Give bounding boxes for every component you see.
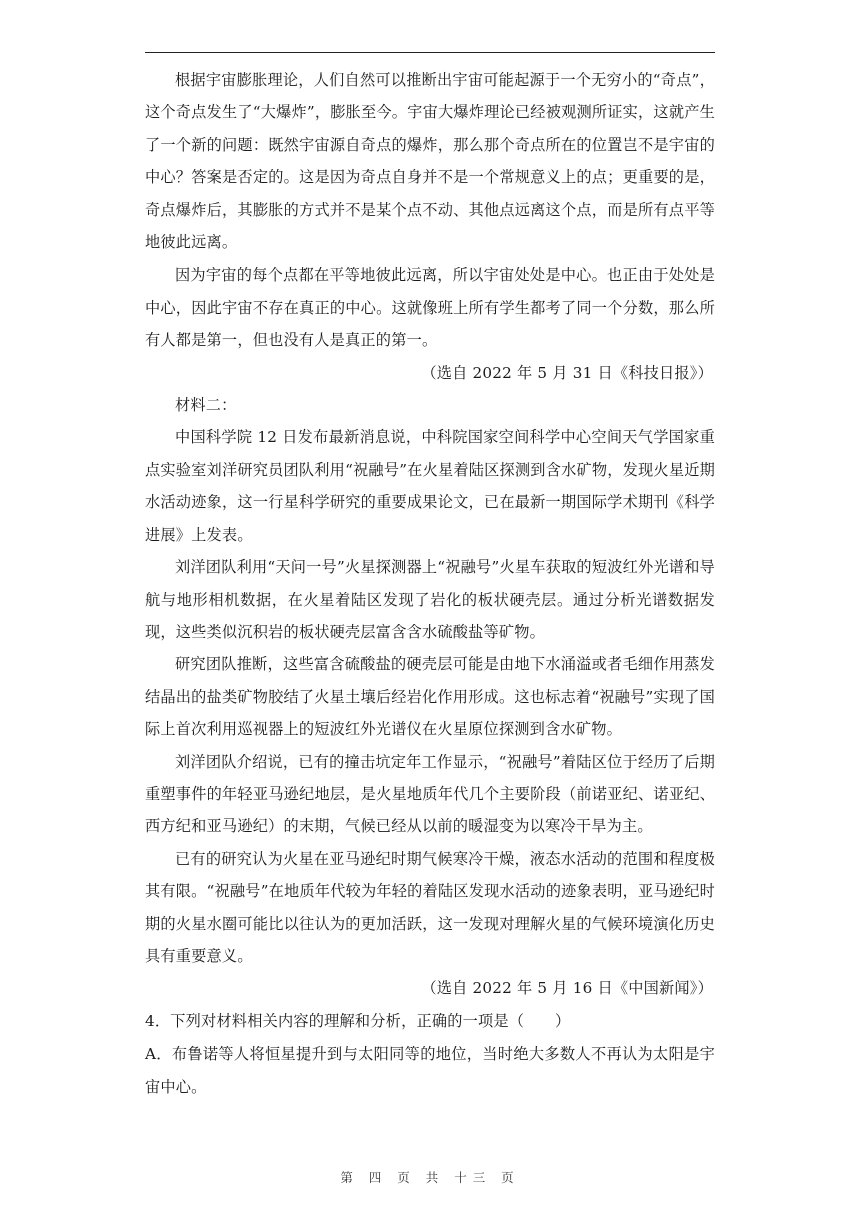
- paragraph: 刘洋团队介绍说，已有的撞击坑定年工作显示，“祝融号”着陆区位于经历了后期重塑事件的年轻亚马逊纪地层，是火星地质年代几个主要阶段（前诺亚纪、诺亚纪、西方纪和亚马逊纪）的末期，气候已经从以前的暖湿变为以寒冷干旱为主。: [145, 752, 715, 836]
- paragraph: 根据宇宙膨胀理论，人们自然可以推断出宇宙可能起源于一个无穷小的“奇点”，这个奇点发生了“大爆炸”，膨胀至今。宇宙大爆炸理论已经被观测所证实，这就产生了一个新的问题：既然宇宙源自奇点的爆炸，那么那个奇点所在的位置岂不是宇宙的中心？答案是否定的。这是因为奇点自身并不是一个常规意义上的点；更重要的是，奇点爆炸后，其膨胀的方式并不是某个点不动、其他点远离这个点，而是所有点平等地彼此远离。: [145, 71, 715, 252]
- source-citation: （选自 2022 年 5 月 16 日《中国新闻》）: [421, 979, 713, 998]
- page-footer: 第 四 页 共 十三 页: [340, 1170, 520, 1185]
- paragraph: 因为宇宙的每个点都在平等地彼此远离，所以宇宙处处是中心。也正由于处处是中心，因此宇宙不存在真正的中心。这就像班上所有学生都考了同一个分数，那么所有人都是第一，但也没有人是真正的第一。: [145, 266, 715, 350]
- page-content: [145, 64, 715, 1104]
- paragraph: 刘洋团队利用“天问一号”火星探测器上“祝融号”火星车获取的短波红外光谱和导航与地形相机数据，在火星着陆区发现了岩化的板状硬壳层。通过分析光谱数据发现，这些类似沉积岩的板状硬壳层富含含水硫酸盐等矿物。: [145, 558, 715, 641]
- question-stem: 4．下列对材料相关内容的理解和分析，正确的一项是（ ）: [145, 1011, 571, 1030]
- paragraph: 已有的研究认为火星在亚马逊纪时期气候寒冷干燥，液态水活动的范围和程度极其有限。“祝融号”在地质年代较为年轻的着陆区发现水活动的迹象表明，亚马逊纪时期的火星水圈可能比以往认为的更加活跃，这一发现对理解火星的气候环境演化历史具有重要意义。: [145, 849, 715, 965]
- paragraph: 中国科学院 12 日发布最新消息说，中科院国家空间科学中心空间天气学国家重点实验室刘洋研究员团队利用“祝融号”在火星着陆区探测到含水矿物，发现火星近期水活动迹象，这一行星科学研究的重要成果论文，已在最新一期国际学术期刊《科学进展》上发表。: [145, 428, 715, 544]
- paragraph: 研究团队推断，这些富含硫酸盐的硬壳层可能是由地下水涌溢或者毛细作用蒸发结晶出的盐类矿物胶结了火星土壤后经岩化作用形成。这也标志着“祝融号”实现了国际上首次利用巡视器上的短波红外光谱仪在火星原位探测到含水矿物。: [145, 655, 715, 739]
- source-citation: （选自 2022 年 5 月 31 日《科技日报》）: [421, 363, 713, 382]
- header-rule: [145, 52, 715, 53]
- section-heading: 材料二：: [175, 396, 237, 415]
- option-a: A．布鲁诺等人将恒星提升到与太阳同等的地位，当时绝大多数人不再认为太阳是宇宙中心。: [145, 1044, 715, 1096]
